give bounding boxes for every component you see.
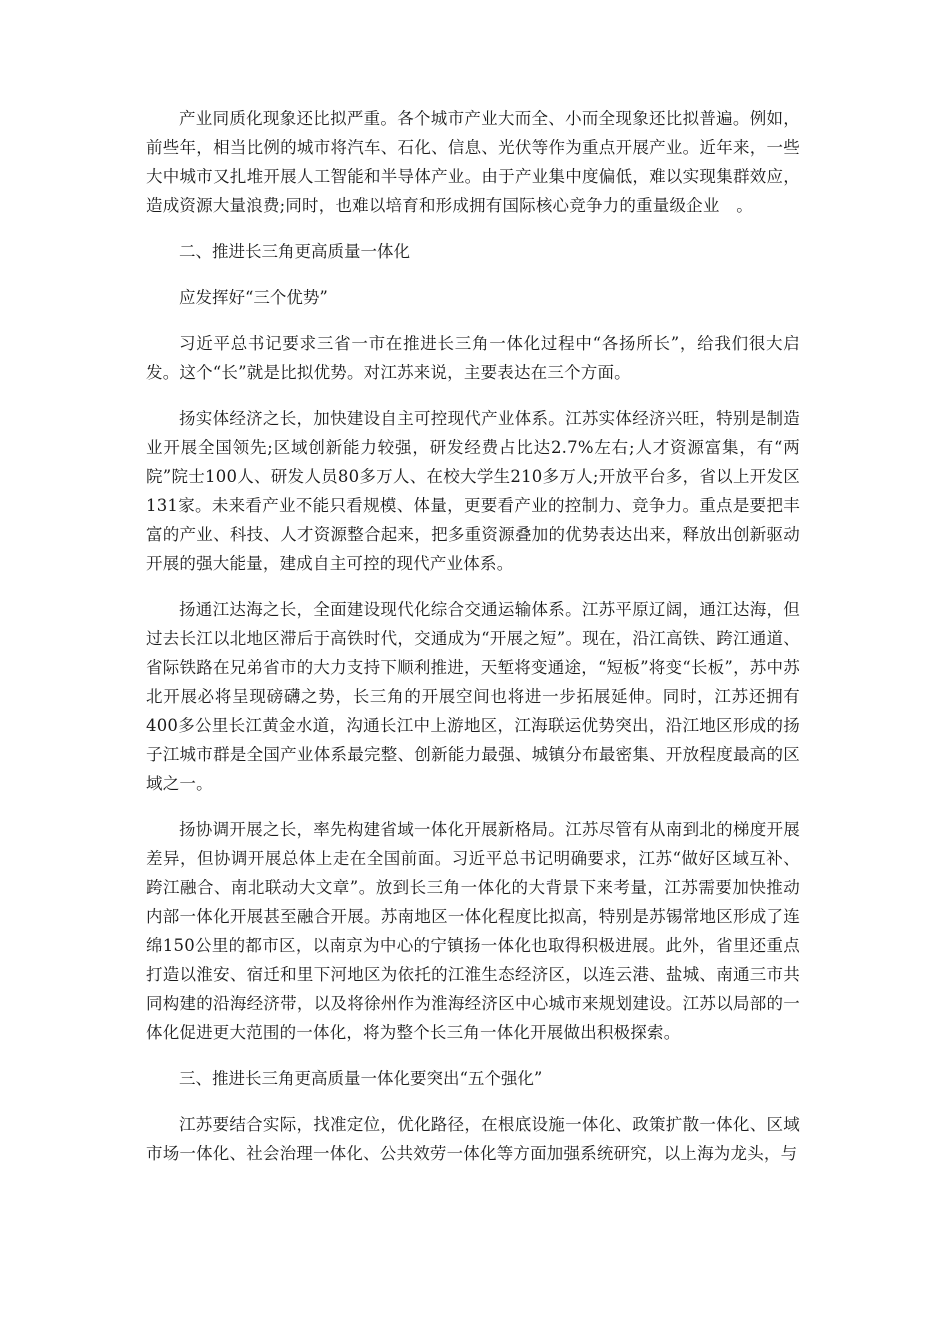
- document-page: [146, 104, 800, 1185]
- paragraph-coordinated-development: 扬协调开展之长，率先构建省域一体化开展新格局。江苏尽管有从南到北的梯度开展差异，但协调开展总体上走在全国前面。习近平总书记明确要求，江苏“做好区域互补、跨江融合、南北联动大文章”。放到长三角一体化的大背景下来考量，江苏需要加快推动内部一体化开展甚至融合开展。苏南地区一体化程度比拟高，特别是苏锡常地区形成了连绵150公里的都市区，以南京为中心的宁镇扬一体化也取得积极进展。此外，省里还重点打造以淮安、宿迁和里下河地区为依托的江淮生态经济区，以连云港、盐城、南通三市共同构建的沿海经济带，以及将徐州作为淮海经济区中心城市来规划建设。江苏以局部的一体化促进更大范围的一体化，将为整个长三角一体化开展做出积极探索。: [146, 820, 800, 1042]
- paragraph-real-economy: 扬实体经济之长，加快建设自主可控现代产业体系。江苏实体经济兴旺，特别是制造业开展全国领先;区域创新能力较强，研发经费占比达2.7%左右;人才资源富集，有“两院”院士100人、研发人员80多万人、在校大学生210多万人;开放平台多，省以上开发区131家。未来看产业不能只看规模、体量，更要看产业的控制力、竞争力。重点是要把丰富的产业、科技、人才资源整合起来，把多重资源叠加的优势表达出来，释放出创新驱动开展的强大能量，建成自主可控的现代产业体系。: [146, 409, 800, 573]
- paragraph-industry-homogenization: 产业同质化现象还比拟严重。各个城市产业大而全、小而全现象还比拟普遍。例如，前些年，相当比例的城市将汽车、石化、信息、光伏等作为重点开展产业。近年来，一些大中城市又扎堆开展人工智能和半导体产业。由于产业集中度偏低，难以实现集群效应，造成资源大量浪费;同时，也难以培育和形成拥有国际核心竞争力的重量级企业 。: [146, 109, 800, 215]
- paragraph-transport: 扬通江达海之长，全面建设现代化综合交通运输体系。江苏平原辽阔，通江达海，但过去长江以北地区滞后于高铁时代，交通成为“开展之短”。现在，沿江高铁、跨江通道、省际铁路在兄弟省市的大力支持下顺利推进，天堑将变通途，“短板”将变“长板”，苏中苏北开展必将呈现磅礴之势，长三角的开展空间也将进一步拓展延伸。同时，江苏还拥有400多公里长江黄金水道，沟通长江中上游地区，江海联运优势突出，沿江地区形成的扬子江城市群是全国产业体系最完整、创新能力最强、城镇分布最密集、开放程度最高的区域之一。: [146, 600, 800, 793]
- paragraph-each-strength: 习近平总书记要求三省一市在推进长三角一体化过程中“各扬所长”，给我们很大启发。这个“长”就是比拟优势。对江苏来说，主要表达在三个方面。: [146, 334, 800, 382]
- subheading-three-advantages: 应发挥好“三个优势”: [179, 288, 328, 307]
- paragraph-jiangsu-integration: 江苏要结合实际，找准定位，优化路径，在根底设施一体化、政策扩散一体化、区域市场一体化、社会治理一体化、公共效劳一体化等方面加强系统研究，以上海为龙头，与: [146, 1115, 800, 1163]
- section-heading-two: 二、推进长三角更高质量一体化: [179, 242, 410, 261]
- section-heading-three: 三、推进长三角更高质量一体化要突出“五个强化”: [179, 1069, 543, 1088]
